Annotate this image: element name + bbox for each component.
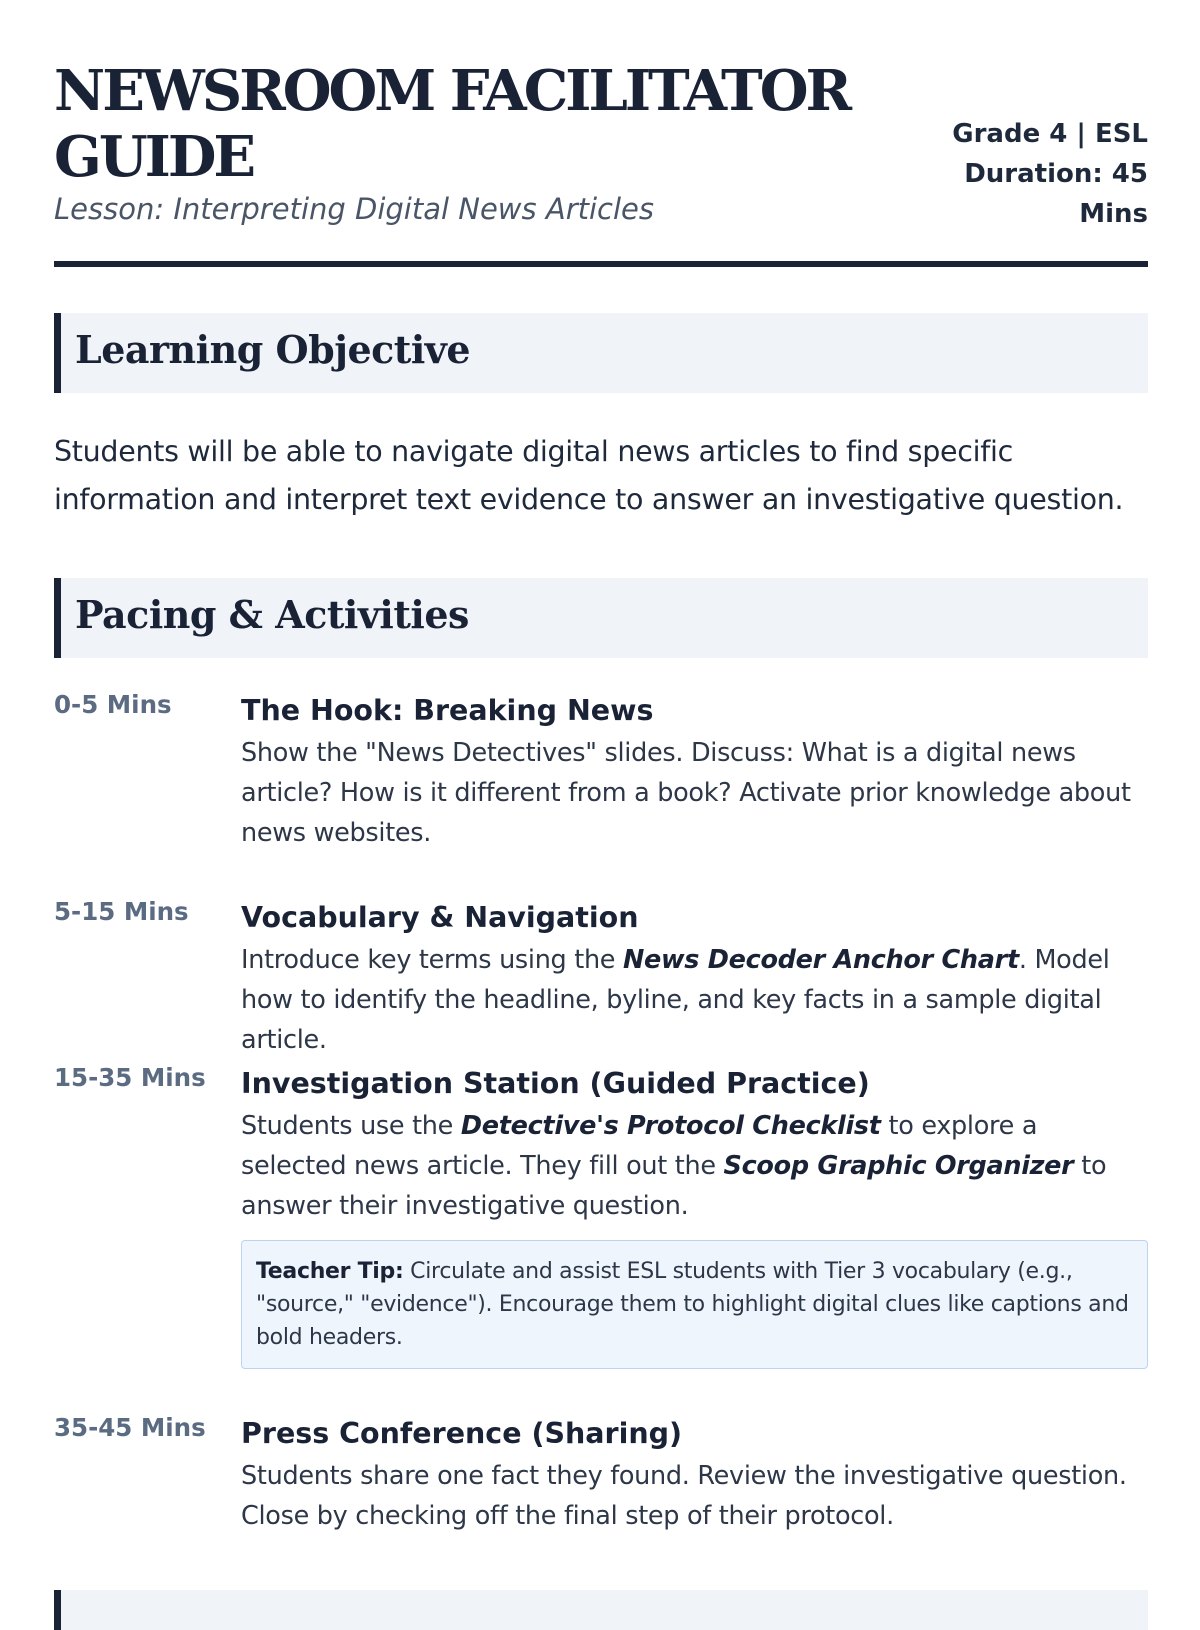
section-title-pacing: Pacing & Activities [75, 592, 469, 637]
activity-body [241, 1413, 1148, 1536]
activity-title: Vocabulary & Navigation [241, 901, 639, 934]
activity-time: 15-35 Mins [54, 1063, 206, 1092]
activity-description: Introduce key terms using the News Decoder Anchor Chart. Model how to identify the headline, byline, and key facts in a sample digital article. [241, 945, 1110, 1055]
resource-name: Detective's Protocol Checklist [460, 1111, 881, 1141]
teacher-tip-box [241, 1240, 1148, 1369]
tip-text: Circulate and assist ESL students with Tier 3 vocabulary (e.g., "source," "evidence"). Encourage them to highlight digital clues like captions and bold headers. [256, 1259, 1129, 1350]
tip-label: Teacher Tip: [256, 1259, 404, 1284]
activity-body [241, 897, 1148, 1060]
activity-body [241, 1063, 1148, 1369]
duration-label: Duration: 45 Mins [964, 159, 1148, 229]
grade-label: Grade 4 | ESL [952, 119, 1148, 149]
activity-time: 5-15 Mins [54, 897, 189, 926]
facilitator-guide-page [54, 0, 1148, 1531]
header-divider [54, 261, 1148, 267]
activity-body [241, 690, 1148, 853]
activity-title: The Hook: Breaking News [241, 694, 654, 727]
lesson-meta [928, 114, 1148, 234]
activity-time: 35-45 Mins [54, 1413, 206, 1442]
section-header-next [54, 1590, 1148, 1630]
activity-title: Investigation Station (Guided Practice) [241, 1067, 870, 1100]
lesson-subtitle: Lesson: Interpreting Digital News Articles [54, 192, 654, 226]
section-header-pacing [54, 578, 1148, 658]
resource-name: News Decoder Anchor Chart [623, 945, 1019, 975]
objective-text: Students will be able to navigate digital news articles to find specific information and interpret text evidence to answer an investigative question. [54, 435, 1124, 516]
section-header-objective [54, 313, 1148, 393]
activity-title: Press Conference (Sharing) [241, 1417, 683, 1450]
section-title-objective: Learning Objective [75, 327, 471, 372]
activity-description: Show the "News Detectives" slides. Discuss: What is a digital news article? How is it different from a book? Activate prior knowledge about news websites. [241, 738, 1131, 848]
page-title: NEWSROOM FACILITATOR GUIDE [54, 58, 850, 190]
activity-description: Students use the Detective's Protocol Checklist to explore a selected news article. They fill out the Scoop Graphic Organizer to answer their investigative question. [241, 1111, 1107, 1221]
guide-header [54, 0, 1148, 268]
activity-time: 0-5 Mins [54, 690, 172, 719]
activity-description: Students share one fact they found. Review the investigative question. Close by checking off the final step of their protocol. [241, 1461, 1127, 1531]
resource-name: Scoop Graphic Organizer [723, 1151, 1074, 1181]
